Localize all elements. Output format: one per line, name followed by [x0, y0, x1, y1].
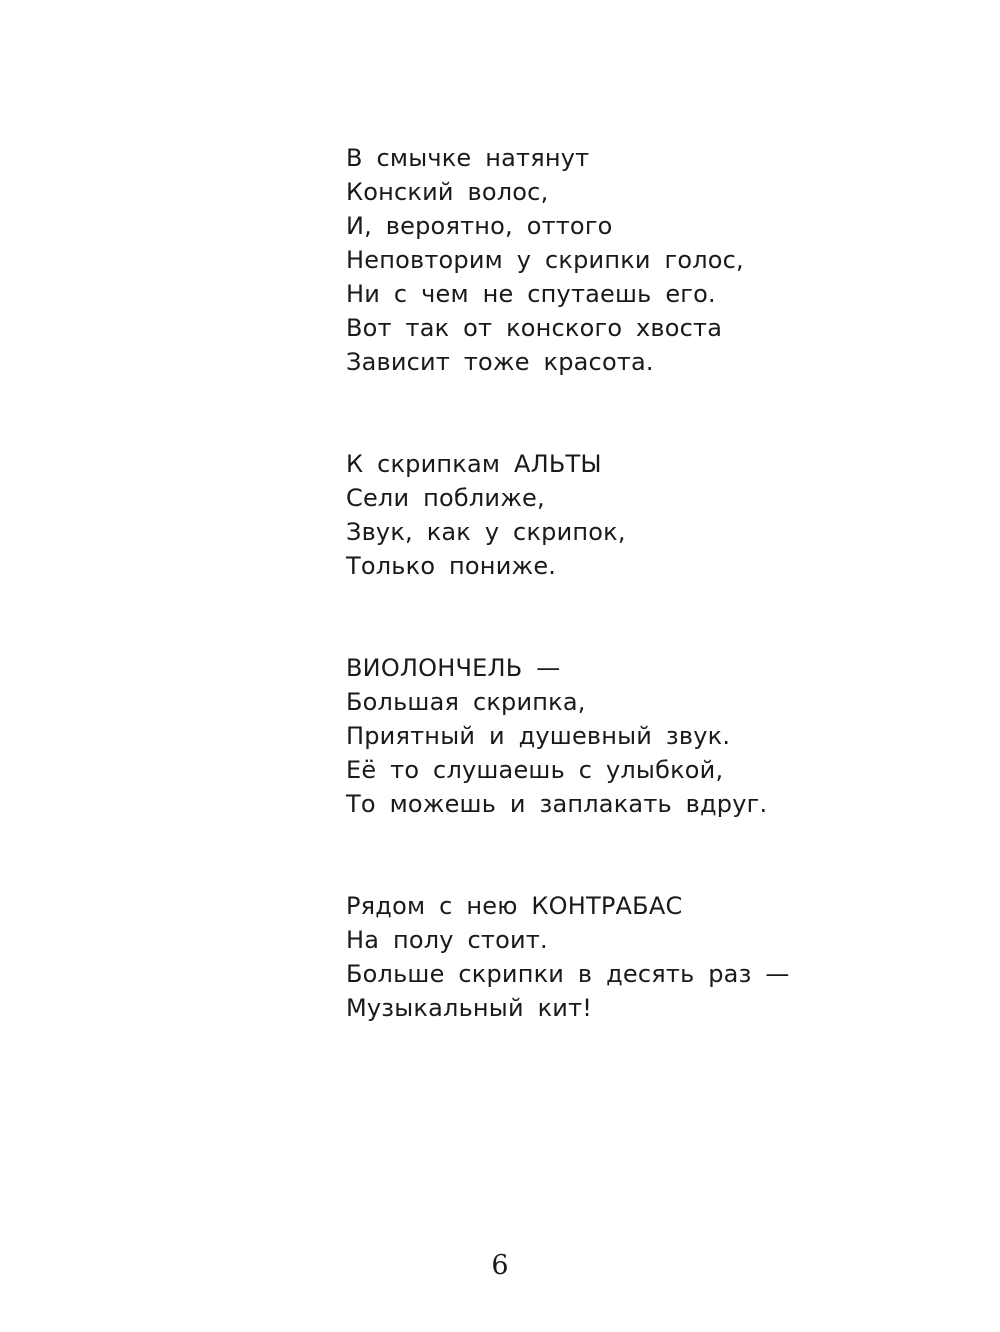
poem-line: Сели поближе, [346, 484, 545, 512]
poem-line: В смычке натянут [346, 144, 590, 172]
poem-line: Звук, как у скрипок, [346, 518, 626, 546]
page-number: 6 [491, 1250, 509, 1281]
poem-line: К скрипкам АЛЬТЫ [346, 450, 602, 478]
poem-line: То можешь и заплакать вдруг. [346, 790, 768, 818]
poem-line: Рядом с нею КОНТРАБАС [346, 892, 683, 920]
stanza-violas [346, 447, 946, 583]
stanza-cello [346, 651, 946, 821]
poem-line: На полу стоит. [346, 926, 548, 954]
poem-line: И, вероятно, оттого [346, 212, 613, 240]
stanza-bow [346, 141, 946, 379]
poem-line: Конский волос, [346, 178, 549, 206]
poem-line: Ни с чем не спутаешь его. [346, 280, 716, 308]
poem-line: Зависит тоже красота. [346, 348, 654, 376]
stanza-double-bass [346, 889, 946, 1025]
poem-line: Музыкальный кит! [346, 994, 593, 1022]
poem-line: Больше скрипки в десять раз — [346, 960, 790, 988]
poem-line: Приятный и душевный звук. [346, 722, 731, 750]
poem-line: Только пониже. [346, 552, 557, 580]
poem-line: ВИОЛОНЧЕЛЬ — [346, 654, 561, 682]
poem-line: Неповторим у скрипки голос, [346, 246, 744, 274]
poem-line: Большая скрипка, [346, 688, 586, 716]
poem-line: Вот так от конского хвоста [346, 314, 723, 342]
poem-line: Её то слушаешь с улыбкой, [346, 756, 724, 784]
